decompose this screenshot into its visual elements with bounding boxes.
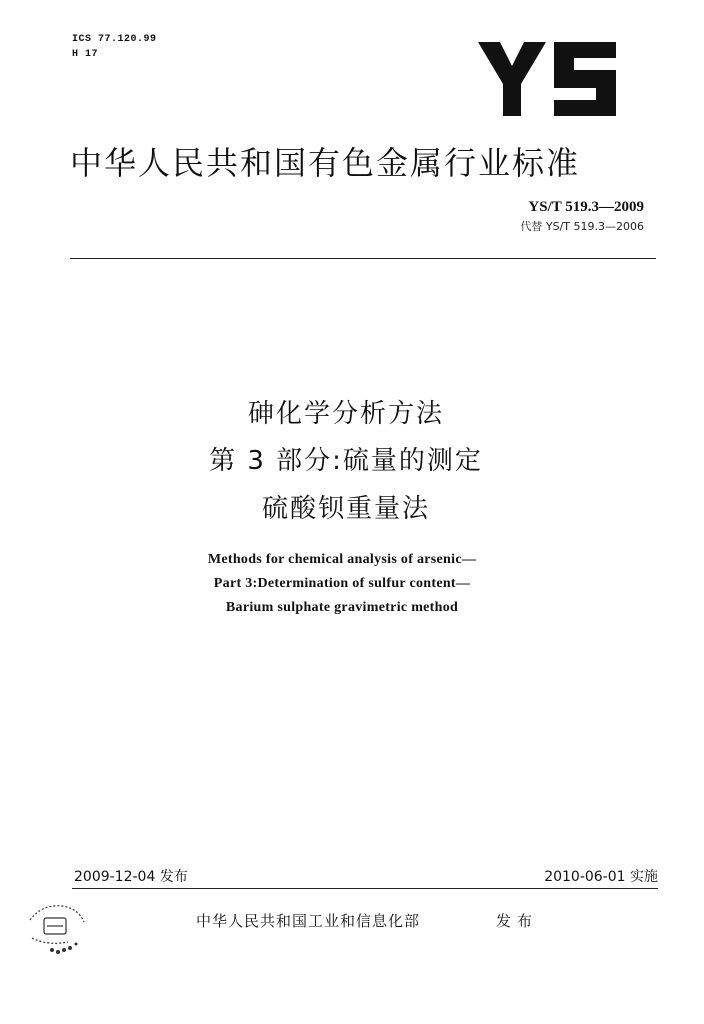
issue-date: 2009-12-04 发布 bbox=[74, 869, 188, 885]
ccs-code: H 17 bbox=[72, 49, 99, 60]
implementation-date: 2010-06-01 实施 bbox=[544, 869, 658, 885]
replaces-standard: 代替 YS/T 519.3—2006 bbox=[520, 220, 644, 233]
ics-code: ICS 77.120.99 bbox=[72, 34, 157, 45]
title-en-line1: Methods for chemical analysis of arsenic— bbox=[207, 552, 477, 567]
footer-divider bbox=[72, 888, 658, 889]
ys-logo bbox=[478, 40, 618, 120]
header-divider bbox=[70, 258, 656, 259]
title-cn-line2: 第 3 部分:硫量的测定 bbox=[209, 446, 483, 476]
standard-number: YS/T 519.3—2009 bbox=[528, 199, 644, 215]
title-cn-line1: 砷化学分析方法 bbox=[247, 399, 444, 429]
title-en-line2: Part 3:Determination of sulfur content— bbox=[213, 576, 471, 591]
publish-label: 发布 bbox=[496, 912, 539, 930]
publisher-seal-stamp bbox=[22, 898, 94, 960]
title-cn-line3: 硫酸钡重量法 bbox=[261, 494, 430, 524]
standard-category-title: 中华人民共和国有色金属行业标准 bbox=[70, 144, 581, 182]
issuing-authority: 中华人民共和国工业和信息化部 bbox=[196, 912, 421, 930]
title-en-line3: Barium sulphate gravimetric method bbox=[225, 600, 459, 615]
